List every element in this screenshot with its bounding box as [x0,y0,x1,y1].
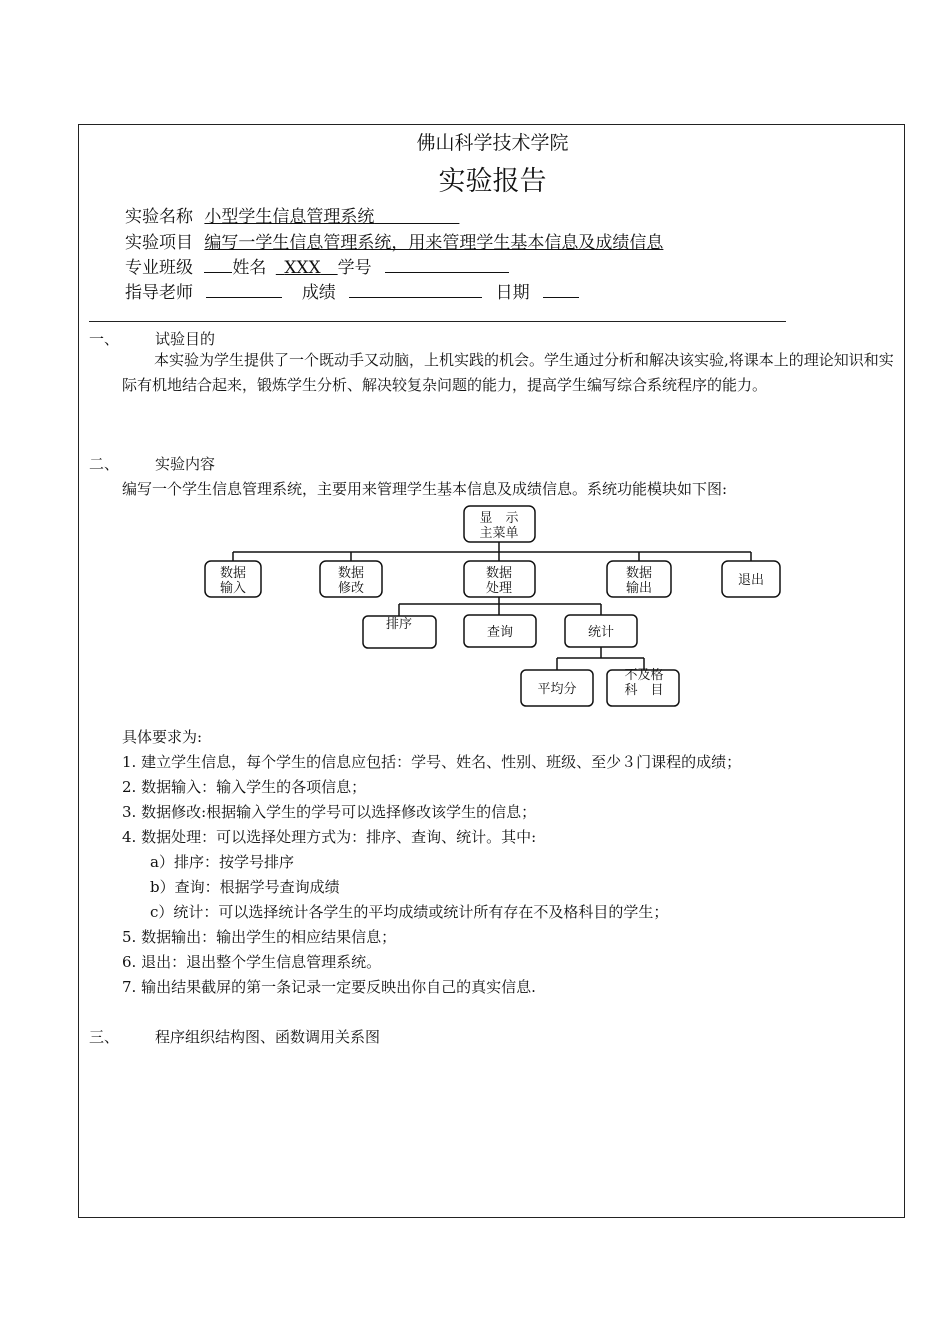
exit-label: 退出 [737,573,765,588]
report-frame [78,124,905,1218]
module-diagram [79,501,906,713]
data-output-line1: 数据 [625,566,653,581]
class-blank [204,257,232,273]
requirement-subitem: c）统计：可以选择统计各学生的平均成绩或统计所有存在不及格科目的学生； [150,903,669,921]
student-id-label: 学号 [337,258,372,278]
student-name-label: 姓名 [232,258,267,278]
experiment-project-value: 编写一学生信息管理系统，用来管理学生基本信息及成绩信息 [204,233,664,253]
requirement-item: 4. 数据处理：可以选择处理方式为：排序、查询、统计。其中: [122,828,537,846]
average-label: 平均分 [537,682,577,697]
section1-title: 试验目的 [155,330,216,348]
section2-intro: 编写一个学生信息管理系统，主要用来管理学生基本信息及成绩信息。系统功能模块如下图: [122,480,728,498]
section1-number: 一、 [89,330,120,348]
student-id-blank [385,257,509,273]
section2-title: 实验内容 [155,455,216,473]
requirement-item: 2. 数据输入：输入学生的各项信息； [122,778,367,796]
experiment-project-row [125,228,663,253]
fail-subject-line2: 科 目 [624,683,664,698]
sort-label: 排序 [385,617,413,632]
class-label: 专业班级 [125,258,193,278]
query-label: 查询 [486,625,514,640]
date-label: 日期 [495,283,530,303]
data-input-line1: 数据 [219,566,247,581]
teacher-blank [206,282,282,298]
requirement-item: 1. 建立学生信息，每个学生的信息应包括：学号、姓名、性别、班级、至少３门课程的成绩； [122,753,742,771]
report-title: 实验报告 [438,166,547,197]
experiment-name-value: 小型学生信息管理系统 [204,207,375,227]
class-row [125,253,509,278]
teacher-label: 指导老师 [125,283,193,303]
data-output-line2: 输出 [625,581,653,596]
fail-subject-line1: 不及格 [624,668,664,683]
section1-paragraph: 本实验为学生提供了一个既动手又动脑，上机实践的机会。学生通过分析和解决该实验,将课本上的理论知识和实际有机地结合起来，锻炼学生分析、解决较复杂问题的能力，提高学生编写综合系统程序的能力。 [122,351,894,394]
section3-title: 程序组织结构图、函数调用关系图 [155,1028,381,1046]
requirement-subitem: a）排序：按学号排序 [150,853,294,871]
section3-number: 三、 [89,1028,120,1046]
data-modify-line1: 数据 [337,566,365,581]
score-label: 成绩 [301,283,336,303]
header-divider [89,321,786,322]
section2-number: 二、 [89,455,120,473]
stats-label: 统计 [587,625,615,640]
main-menu-line1: 显 示 [479,511,519,526]
data-process-line2: 处理 [485,581,513,596]
data-input-line2: 输入 [219,581,247,596]
teacher-row [125,278,579,303]
requirement-item: 6. 退出：退出整个学生信息管理系统。 [122,953,382,971]
student-name-value: XXX [284,258,321,278]
data-modify-line2: 修改 [337,581,365,596]
experiment-name-row [125,202,459,227]
school-name: 佛山科学技术学院 [416,132,569,154]
experiment-project-label: 实验项目 [125,233,193,253]
main-menu-line2: 主菜单 [479,526,519,541]
requirement-item: 7. 输出结果截屏的第一条记录一定要反映出你自己的真实信息. [122,978,536,996]
date-blank [543,282,579,298]
requirement-subitem: b）查询：根据学号查询成绩 [150,878,340,896]
requirements-heading: 具体要求为: [122,728,203,746]
requirement-item: 3. 数据修改:根据输入学生的学号可以选择修改该学生的信息； [122,803,537,821]
experiment-name-label: 实验名称 [125,207,193,227]
requirement-item: 5. 数据输出：输出学生的相应结果信息； [122,928,397,946]
score-blank [349,282,482,298]
data-process-line1: 数据 [485,566,513,581]
